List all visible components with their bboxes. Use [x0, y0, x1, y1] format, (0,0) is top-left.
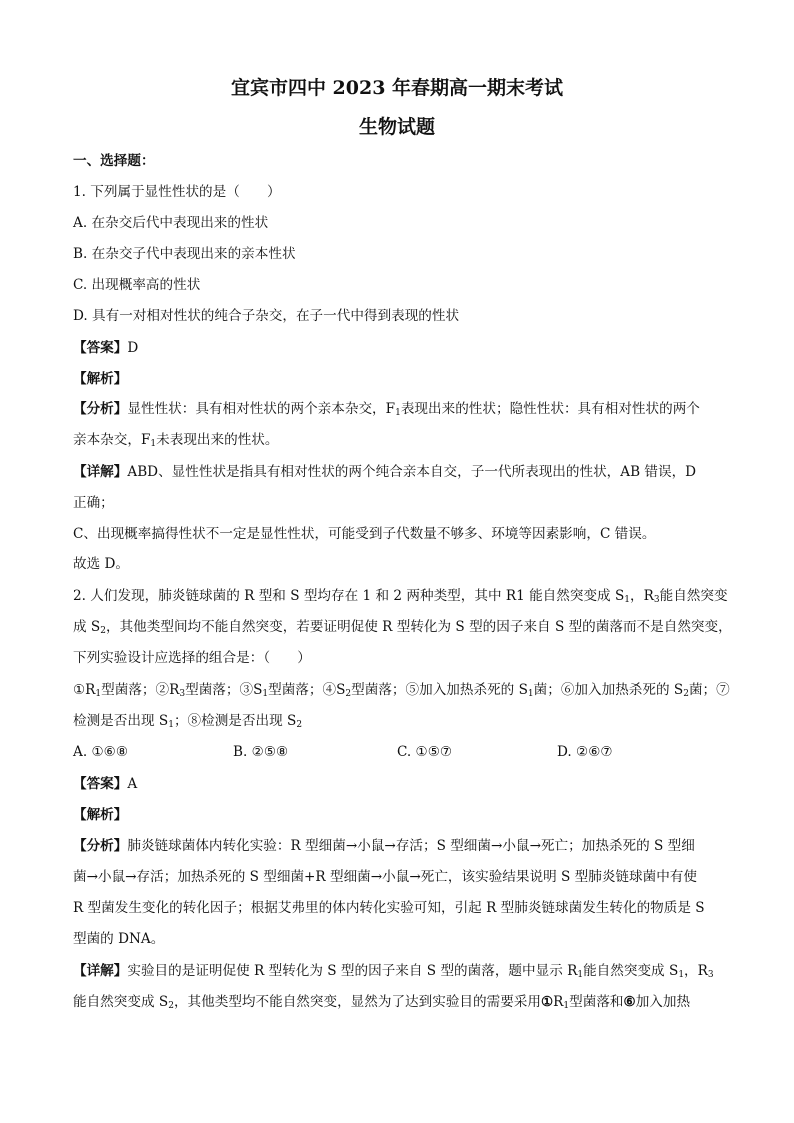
section-heading: 一、选择题： [73, 153, 155, 169]
question-2: 2. 人们发现，肺炎链球菌的 R 型和 S 型均存在 1 和 2 两种类型，其中 R1 能自然突变成 $S_1$，$R_3$能自然突变 [73, 588, 728, 605]
q1-conclusion: 故选 D。 [73, 556, 130, 572]
q2-option-c: C. ①⑤⑦ [397, 744, 453, 760]
q2-fenxi: 【分析】肺炎链球菌体内转化实验：R 型细菌→小鼠→存活；S 型细菌→小鼠→死亡；加热杀死的 S 型细 [73, 838, 695, 854]
q1-option-a: A. 在杂交后代中表现出来的性状 [73, 215, 269, 231]
q1-xiangjie-c: C、出现概率搞得性状不一定是显性性状，可能受到子代数量不够多、环境等因素影响，C 错误。 [73, 526, 656, 542]
question-2-cont: 成 $S_2$，其他类型间均不能自然突变，若要证明促使 R 型转化为 S 型的因子来自 S 型的菌落而不是自然突变， [73, 619, 732, 636]
exam-subtitle: 生物试题 [358, 116, 435, 138]
q2-analysis-label: 【解析】 [73, 807, 128, 823]
answer-value: A [127, 776, 138, 792]
xiangjie-label: 【详解】 [73, 963, 128, 979]
q2-xiangjie: 【详解】实验目的是证明促使 R 型转化为 S 型的因子来自 S 型的菌落，题中显示 $R_1$能自然突变成 $S_1$，$R_3$ [73, 963, 714, 980]
q2-xiangjie-cont: 能自然突变成 $S_2$，其他类型均不能自然突变，显然为了达到实验目的需要采用$①R_1$型菌落和⑥加入加热 [73, 994, 691, 1011]
q1-xiangjie: 【详解】ABD、显性性状是指具有相对性状的两个纯合亲本自交，子一代所表现出的性状，AB 错误，D [73, 464, 697, 480]
q1-option-c: C. 出现概率高的性状 [73, 277, 201, 293]
question-1: 1. 下列属于显性性状的是（ ） [73, 184, 281, 200]
fenxi-label: 【分析】 [73, 401, 128, 417]
q2-fenxi-cont: 菌→小鼠→存活；加热杀死的 S 型细菌+R 型细菌→小鼠→死亡，该实验结果说明 S 型肺炎链球菌中有使 [73, 869, 697, 885]
xiangjie-label: 【详解】 [73, 464, 128, 480]
q1-xiangjie-cont: 正确； [73, 495, 114, 511]
answer-label: 【答案】 [73, 340, 128, 356]
q1-answer [73, 339, 138, 357]
q2-option-b: B. ②⑤⑧ [233, 744, 289, 760]
q2-option-a: A. ①⑥⑧ [73, 744, 129, 760]
q2-fenxi-cont2: R 型菌发生变化的转化因子；根据艾弗里的体内转化实验可知，引起 R 型肺炎链球菌发生转化的物质是 S [73, 900, 705, 916]
q2-answer [73, 775, 137, 793]
q1-option-d: D. 具有一对相对性状的纯合子杂交，在子一代中得到表现的性状 [73, 308, 460, 324]
q1-option-b: B. 在杂交子代中表现出来的亲本性状 [73, 246, 296, 262]
q2-fenxi-cont3: 型菌的 DNA。 [73, 931, 165, 947]
q2-option-d: D. ②⑥⑦ [557, 744, 613, 760]
exam-title: 宜宾市四中 2023 年春期高一期末考试 [230, 77, 564, 99]
q1-fenxi-cont: 亲本杂交，$F_1$未表现出来的性状。 [73, 432, 279, 449]
q1-analysis-label: 【解析】 [73, 371, 128, 387]
q2-items-cont: 检测是否出现 $S_1$；⑧检测是否出现 $S_2$ [73, 713, 303, 730]
answer-label: 【答案】 [73, 776, 128, 792]
fenxi-label: 【分析】 [73, 838, 128, 854]
q1-fenxi: 【分析】显性性状：具有相对性状的两个亲本杂交，$F_1$表现出来的性状；隐性性状：具有相对性状的两个 [73, 401, 700, 418]
question-2-cont2: 下列实验设计应选择的组合是：（ ） [73, 650, 311, 666]
q2-items: $①R_1$型菌落；$②R_3$型菌落；$③S_1$型菌落；$④S_2$型菌落；⑤加入加热杀死的 $S_1$菌；⑥加入加热杀死的 $S_2$菌；⑦ [73, 682, 730, 699]
answer-value: D [127, 340, 139, 356]
